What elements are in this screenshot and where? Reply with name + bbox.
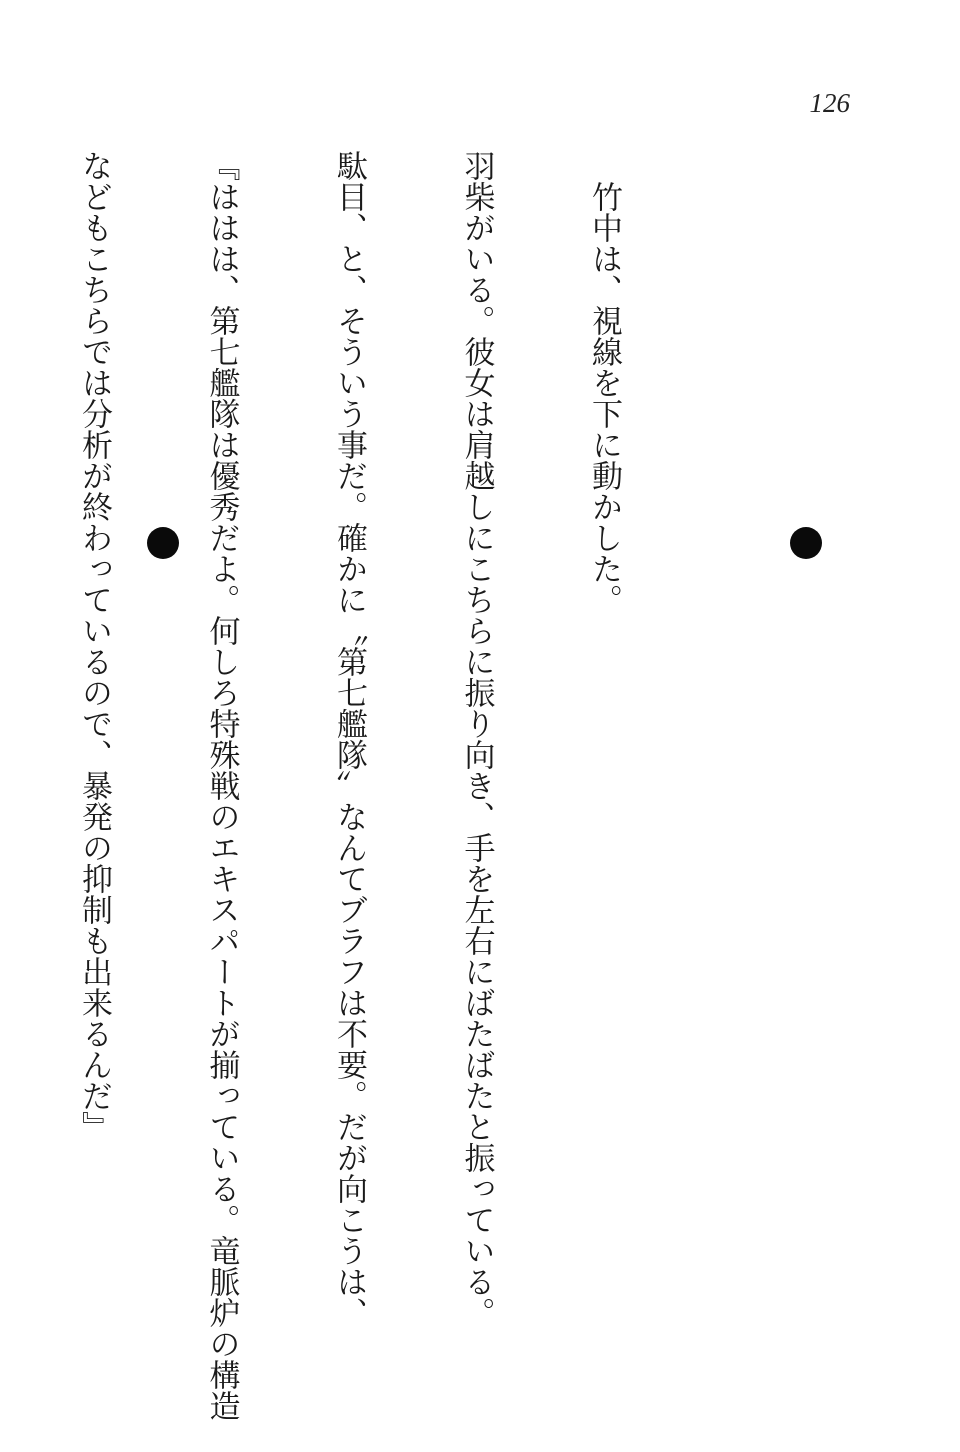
text-line: 羽柴がいる。彼女は肩越しにこちらに振り向き、手を左右にばたばたと振っている。 — [458, 150, 495, 1328]
text-line: 駄目、と、そういう事だ。確かに〝第七艦隊〟なんてブラフは不要。だが向こうは、 — [331, 150, 367, 1328]
text-line: 竹中は、視線を下に動かした。 — [586, 181, 622, 615]
page-number: 126 — [809, 88, 850, 118]
body-text — [0, 150, 710, 1421]
text-line: などもこちらでは分析が終わっているので、暴発の抑制も出来るんだ』 — [76, 150, 112, 1142]
binding-hole-mark-right — [790, 527, 822, 559]
text-line: 『ははは、第七艦隊は優秀だよ。何しろ特殊戦のエキスパートが揃っている。竜脈炉の構造 — [203, 150, 240, 1421]
